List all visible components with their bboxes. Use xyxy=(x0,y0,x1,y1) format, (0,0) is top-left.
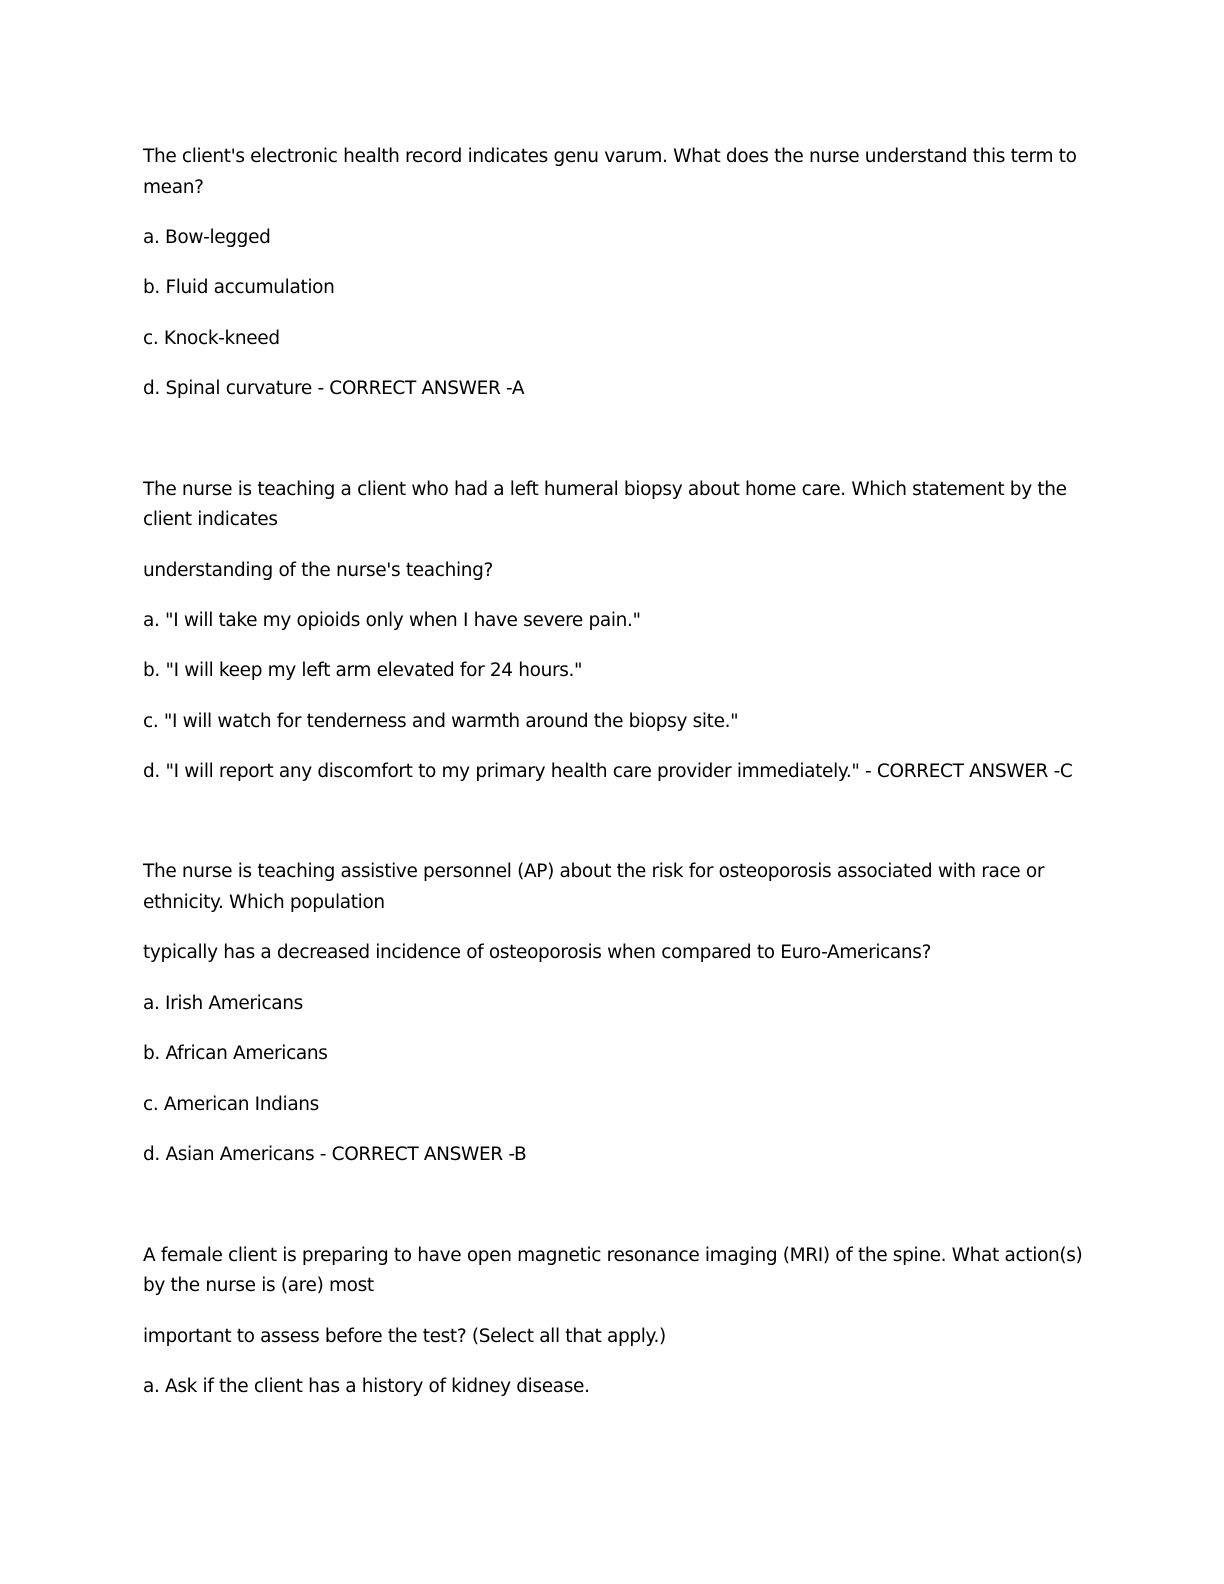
answer-option: c. American Indians xyxy=(143,1094,319,1115)
answer-option: a. Irish Americans xyxy=(143,993,303,1014)
question-stem-line: ethnicity. Which population xyxy=(143,892,385,913)
answer-option: b. Fluid accumulation xyxy=(143,277,335,298)
answer-option: d. Asian Americans - CORRECT ANSWER -B xyxy=(143,1144,527,1165)
question-stem-line: The nurse is teaching assistive personnel (AP) about the risk for osteoporosis associated with race or xyxy=(143,861,1045,882)
question-stem-line: client indicates xyxy=(143,509,278,530)
answer-option: a. Ask if the client has a history of kidney disease. xyxy=(143,1376,590,1397)
question-stem-line: The client's electronic health record indicates genu varum. What does the nurse understand this term to xyxy=(143,146,1077,167)
question-stem-line: typically has a decreased incidence of osteoporosis when compared to Euro-Americans? xyxy=(143,942,932,963)
answer-option: d. "I will report any discomfort to my primary health care provider immediately." - CORRECT ANSWER -C xyxy=(143,761,1073,782)
answer-option: b. African Americans xyxy=(143,1043,328,1064)
question-stem-line: important to assess before the test? (Select all that apply.) xyxy=(143,1326,666,1347)
question-stem-line: mean? xyxy=(143,177,204,198)
answer-option: d. Spinal curvature - CORRECT ANSWER -A xyxy=(143,378,525,399)
question-stem-line: by the nurse is (are) most xyxy=(143,1275,374,1296)
answer-option: c. Knock-kneed xyxy=(143,328,280,349)
question-stem-line: understanding of the nurse's teaching? xyxy=(143,560,493,581)
question-stem-line: A female client is preparing to have open magnetic resonance imaging (MRI) of the spine. What action(s) xyxy=(143,1245,1083,1266)
question-stem-line: The nurse is teaching a client who had a left humeral biopsy about home care. Which statement by the xyxy=(143,479,1067,500)
answer-option: a. "I will take my opioids only when I have severe pain." xyxy=(143,610,641,631)
answer-option: c. "I will watch for tenderness and warmth around the biopsy site." xyxy=(143,711,739,732)
answer-option: a. Bow-legged xyxy=(143,227,271,248)
answer-option: b. "I will keep my left arm elevated for 24 hours." xyxy=(143,660,583,681)
